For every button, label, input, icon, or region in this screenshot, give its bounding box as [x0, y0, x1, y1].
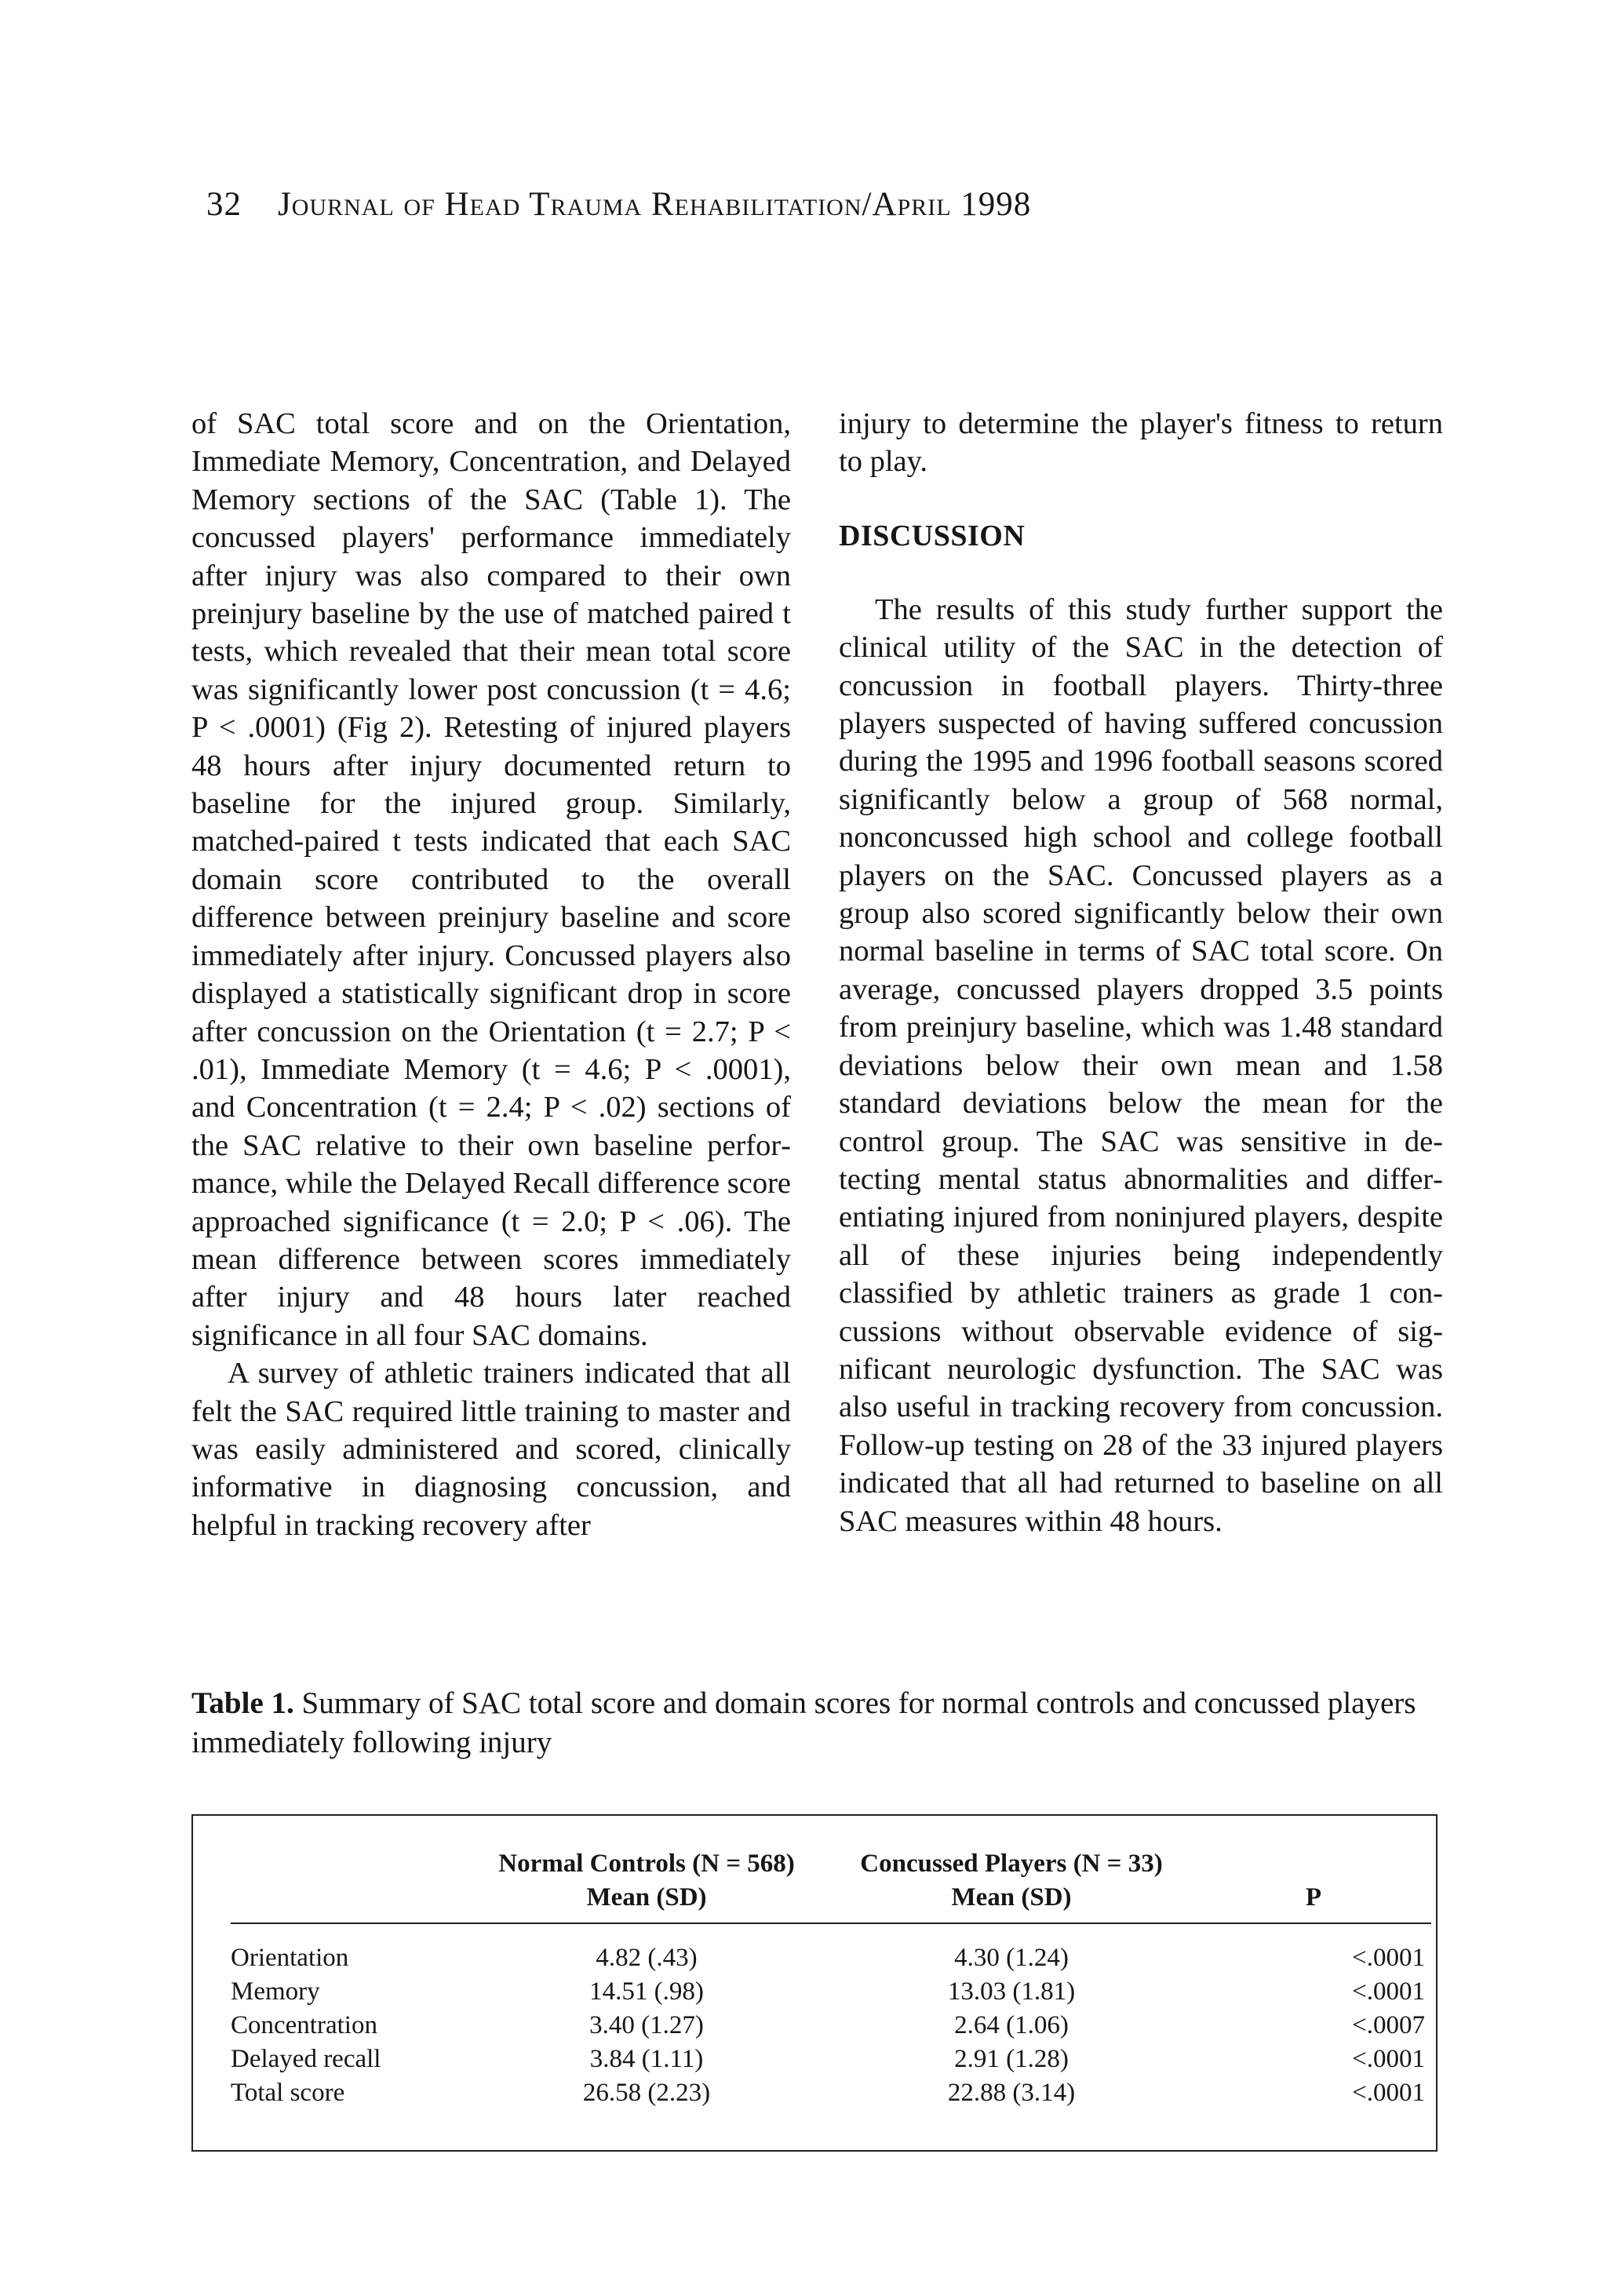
row-label: Total score — [231, 2079, 345, 2107]
concussed-value: 22.88 (3.14) — [947, 2079, 1076, 2107]
p-value: <.0007 — [1352, 2011, 1425, 2039]
header-normal-controls: Normal Controls (N = 568) — [498, 1850, 795, 1878]
running-header — [206, 185, 1031, 224]
table-caption — [191, 1684, 1478, 1762]
concussed-value: 2.91 (1.28) — [954, 2045, 1069, 2073]
table-row — [231, 2076, 1431, 2110]
concussed-value: 13.03 (1.81) — [947, 1977, 1076, 2006]
header-p: P — [1196, 1881, 1431, 1923]
concussed-value: 4.30 (1.24) — [954, 1944, 1069, 1972]
normal-value: 4.82 (.43) — [596, 1944, 698, 1972]
header-normal-mean-sd: Mean (SD) — [466, 1881, 827, 1923]
table-row — [231, 1975, 1431, 2009]
left-column — [191, 405, 791, 1544]
p-value: <.0001 — [1352, 1977, 1425, 2006]
table-row — [231, 2043, 1431, 2076]
left-paragraph-2: A survey of athletic trainers indicated that all felt the SAC required little training to master and was easily administered and scored, clinically informative in diagnosing concussion, and helpful in tracking recovery after — [191, 1357, 791, 1542]
left-paragraph-1: of SAC total score and on the Orientation, Immediate Memory, Concentration, and Delayed Memory sections of the SAC (Table 1). The concussed players' performance immediately after injury was also compared to their own preinjury baseline by the use of matched paired t tests, which revealed that their mean total score was significantly lower post concussion (t = 4.6; P < .0001) (Fig 2). Retesting of injured players 48 hours after injury documented return to baseline for the injured group. Similarly, matched-paired t tests indicated that each SAC domain score contributed to the overall difference between preinjury baseline and score immediately after injury. Concussed players also displayed a statistically significant drop in score after concussion on the Orientation (t = 2.7; P < .01), Immediate Memory (t = 4.6; P < .0001), and Concentration (t = 2.4; P < .02) sections of the SAC relative to their own baseline performance, while the Delayed Recall difference score approached significance (t = 2.0; P < .06). The mean difference between scores immediately after injury and 48 hours later reached significance in all four SAC domains. — [191, 407, 791, 1352]
p-value: <.0001 — [1352, 2079, 1425, 2107]
table-caption-text: Summary of SAC total score and domain scores for normal controls and concussed players immediately following injury — [191, 1686, 1416, 1759]
discussion-paragraph: The results of this study further support the clinical utility of the SAC in the detection of concussion in football players. Thirty-three players suspected of having suffered concussion during the 1995 and 1996 football seasons scored significantly below a group of 568 normal, nonconcussed high school and college football players on the SAC. Concussed players as a group also scored significantly below their own normal baseline in terms of SAC total score. On average, concussed players dropped 3.5 points from preinjury baseline, which was 1.48 standard deviations below their own mean and 1.58 standard deviations below the mean for the control group. The SAC was sensitive in detecting mental status abnormalities and differentiating injured from noninjured players, despite all of these injuries being independently classified by athletic trainers as grade 1 concussions without observable evidence of significant neurologic dysfunction. The SAC was also useful in tracking recovery from concussion. Follow-up testing on 28 of the 33 injured players indicated that all had returned to baseline on all SAC measures within 48 hours. — [839, 592, 1443, 1538]
header-concussed-mean-sd: Mean (SD) — [827, 1881, 1196, 1923]
header-concussed-players: Concussed Players (N = 33) — [860, 1850, 1163, 1878]
normal-value: 26.58 (2.23) — [582, 2079, 711, 2107]
table-1-frame — [191, 1814, 1438, 2152]
row-label: Orientation — [231, 1944, 349, 1972]
row-label: Concentration — [231, 2011, 377, 2039]
concussed-value: 2.64 (1.06) — [954, 2011, 1069, 2039]
right-column — [839, 405, 1443, 1540]
page-number: 32 — [206, 186, 242, 223]
normal-value: 3.84 (1.11) — [589, 2045, 704, 2073]
p-value: <.0001 — [1352, 1944, 1425, 1972]
right-continuation: injury to determine the player's fitness to return to play. — [839, 407, 1443, 479]
table-1 — [231, 1847, 1431, 2110]
table-row — [231, 2009, 1431, 2043]
p-value: <.0001 — [1352, 2045, 1425, 2073]
journal-title: Journal of Head Trauma Rehabilitation/April 1998 — [278, 186, 1032, 223]
normal-value: 3.40 (1.27) — [589, 2011, 704, 2039]
section-heading-discussion: DISCUSSION — [839, 519, 1026, 552]
table-caption-label: Table 1. — [191, 1686, 294, 1720]
row-label: Memory — [231, 1977, 320, 2006]
table-row — [231, 1923, 1431, 1975]
normal-value: 14.51 (.98) — [589, 1977, 704, 2006]
row-label: Delayed recall — [231, 2045, 381, 2073]
